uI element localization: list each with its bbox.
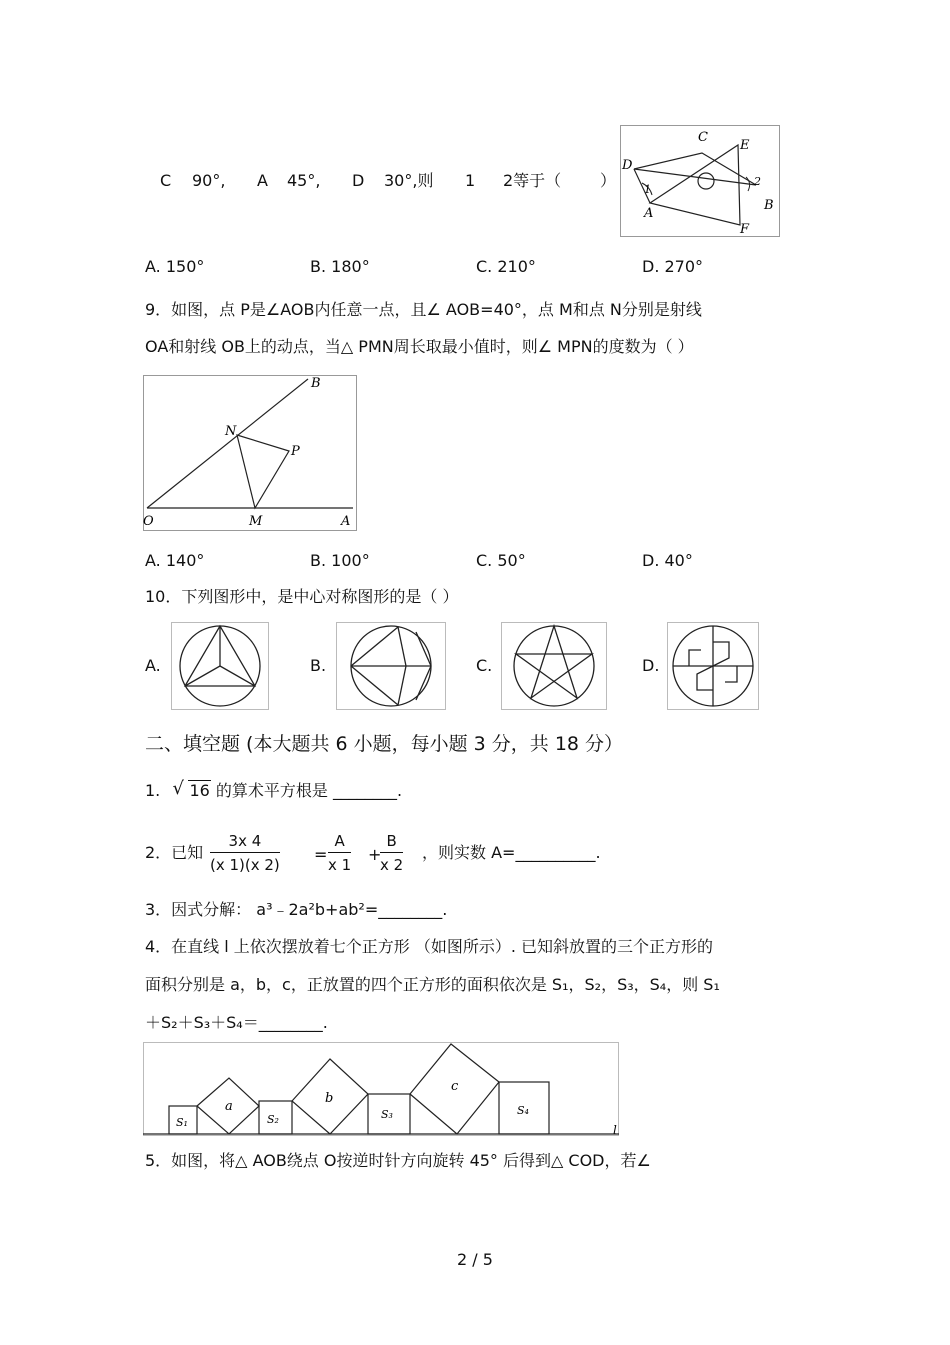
q8-label-b: B (764, 198, 774, 213)
fill-q4-line-1: 4．在直线 l 上依次摆放着七个正方形 （如图所示）. 已知斜放置的三个正方形的 (145, 937, 714, 956)
q9-label-p: P (291, 444, 300, 459)
q4-label-c: c (451, 1079, 459, 1094)
q4-label-s2: S₂ (267, 1113, 279, 1126)
q8-option-d: D. 270° (642, 257, 704, 276)
q8-figure (620, 125, 780, 237)
q10-option-b-figure (336, 622, 446, 710)
fill-q2-f3-numerator: B (380, 832, 403, 853)
fill-q2-f1-denominator: (x 1)(x 2) (210, 856, 280, 874)
q8-part-30: 30°,则 (384, 171, 434, 190)
q4-label-l: l (613, 1123, 617, 1137)
q9-label-m: M (249, 514, 263, 529)
q8-part-45: 45°, (287, 171, 321, 190)
q8-label-f: F (740, 222, 750, 237)
fill-q2-f1-numerator: 3x 4 (210, 832, 280, 853)
page-number: 2 / 5 (457, 1250, 493, 1269)
q4-label-b: b (325, 1091, 334, 1106)
fill-q4-line-3: ＋S₂＋S₃＋S₄＝________. (145, 1013, 328, 1032)
fill-q1-text: 的算术平方根是 ________. (215, 781, 403, 800)
fill-q2-suffix: ，则实数 A=__________. (422, 843, 601, 862)
fill-q2-fraction-1 (210, 832, 280, 874)
q8-label-e: E (740, 138, 750, 153)
q8-part-close: ） (600, 171, 617, 190)
q10-stem: 10．下列图形中，是中心对称图形的是（ ） (145, 587, 459, 606)
q9-figure (143, 375, 357, 531)
section-2-title: 二、填空题 (本大题共 6 小题，每小题 3 分，共 18 分） (145, 733, 624, 755)
q8-label-2: 2 (754, 175, 761, 188)
fill-q2-fraction-3 (380, 832, 403, 874)
q9-line-1: 9．如图，点 P是∠AOB内任意一点，且∠ AOB=40°，点 M和点 N分别是射线 (145, 300, 702, 319)
q9-option-d: D. 40° (642, 551, 693, 570)
q8-part-a: A (257, 171, 268, 190)
q9-label-b: B (311, 376, 321, 391)
q8-option-c: C. 210° (476, 257, 536, 276)
q8-label-1: 1 (644, 183, 651, 196)
q4-label-s1: S₁ (176, 1116, 188, 1129)
q8-part-90: 90°, (192, 171, 226, 190)
q4-label-a: a (225, 1099, 233, 1114)
q10-option-b-label: B. (310, 656, 327, 675)
q8-option-b: B. 180° (310, 257, 370, 276)
q10-option-c-figure (501, 622, 607, 710)
q8-part-2: 2等于（ (503, 171, 562, 190)
q10-option-d-label: D. (642, 656, 660, 675)
fill-q2-fraction-2 (328, 832, 351, 874)
fill-q2-prefix: 2．已知 (145, 843, 204, 862)
q9-label-a: A (341, 514, 351, 529)
q10-option-d-figure (667, 622, 759, 710)
q4-label-s3: S₃ (381, 1108, 393, 1121)
q8-part-c: C (160, 171, 172, 190)
fill-q3: 3．因式分解： a³﹣2a²b+ab²=________. (145, 900, 448, 919)
fill-q2-equals: = (314, 845, 328, 864)
fill-q5: 5．如图，将△ AOB绕点 O按逆时针方向旋转 45° 后得到△ COD，若∠ (145, 1151, 651, 1170)
fill-q1-number: 1. (145, 781, 161, 800)
q9-label-n: N (225, 424, 237, 439)
fill-q2-f3-denominator: x 2 (380, 856, 404, 874)
q10-option-c-label: C. (476, 656, 493, 675)
fill-q2-f2-numerator: A (328, 832, 351, 853)
sqrt-symbol: √ 16 (172, 778, 210, 800)
fill-q4-line-2: 面积分别是 a，b，c，正放置的四个正方形的面积依次是 S₁，S₂，S₃，S₄，则 S₁ (145, 975, 720, 994)
q9-option-b: B. 100° (310, 551, 370, 570)
q9-option-a: A. 140° (145, 551, 205, 570)
fill-q1-radicand: 16 (189, 781, 210, 800)
q8-label-a: A (644, 206, 654, 221)
fill-q2-plus: + (368, 845, 382, 864)
q8-part-d: D (352, 171, 365, 190)
q8-label-c: C (698, 130, 708, 145)
q8-option-a: A. 150° (145, 257, 205, 276)
fill-q1 (145, 778, 403, 801)
q9-option-c: C. 50° (476, 551, 526, 570)
q4-label-s4: S₄ (517, 1104, 529, 1117)
q8-label-d: D (622, 158, 633, 173)
q10-option-a-figure (171, 622, 269, 710)
fill-q2-f2-denominator: x 1 (328, 856, 352, 874)
q8-part-1: 1 (465, 171, 476, 190)
q10-option-a-label: A. (145, 656, 161, 675)
fill-q4-figure (143, 1042, 623, 1138)
q9-label-o: O (143, 514, 154, 529)
q9-line-2: OA和射线 OB上的动点，当△ PMN周长取最小值时，则∠ MPN的度数为（ ） (145, 337, 694, 356)
